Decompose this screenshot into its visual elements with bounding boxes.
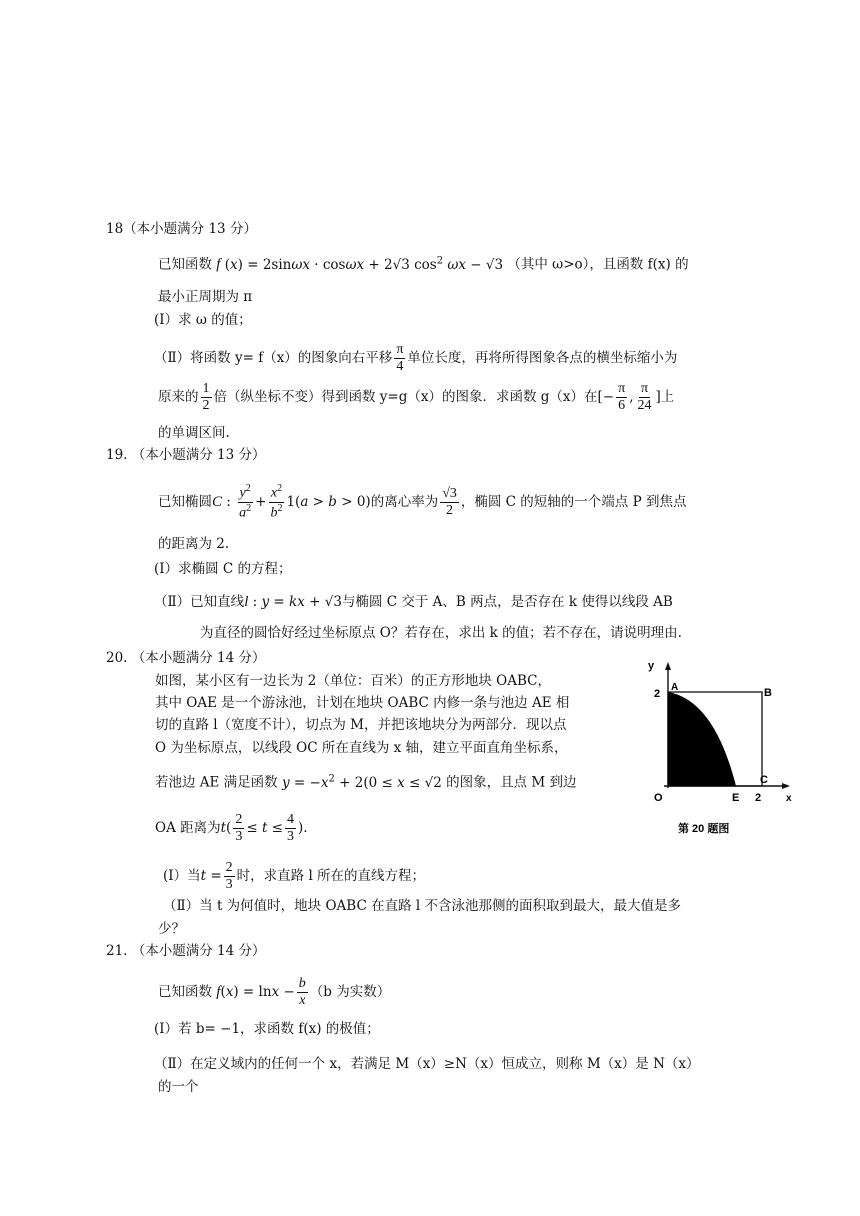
q20-part1 — [163, 860, 425, 893]
label-x: x — [786, 793, 792, 804]
q18-scale-fraction — [201, 381, 212, 414]
q18-shift-fraction — [394, 342, 405, 375]
q19-part1: (I）求椭圆 C 的方程； — [154, 561, 292, 577]
label-y: y — [648, 660, 655, 672]
q19-ellipse-equation: C : $\frac{y^2}{a^2}$ + $\frac{x^2}{b^2}$ 1(a > b > 0) — [212, 483, 371, 521]
q20-line6 — [155, 812, 308, 845]
q20-t-value: t = $\frac{2}{3}$ — [200, 860, 233, 893]
q20-part1-text-a: (I）当 — [163, 868, 201, 885]
frac-den: 2 — [202, 398, 210, 414]
q19-part2 — [154, 594, 673, 611]
q21-header: 21. （本小题满分 14 分） — [106, 943, 266, 959]
y-axis-arrow — [665, 662, 671, 670]
q19-header: 19. （本小题满分 13 分） — [106, 447, 266, 463]
q19-line1-text-a: 已知椭圆 — [158, 493, 212, 510]
q19-line1 — [158, 483, 686, 522]
q19-line-equation: l : y = kx + √3 — [244, 594, 342, 610]
q21-line1 — [158, 976, 390, 1009]
q19-eccentricity: $\frac{√3}{2}$ — [442, 485, 457, 518]
q20-part2-line2: 少？ — [158, 921, 185, 937]
x-axis-arrow — [782, 783, 790, 789]
label-b: B — [764, 687, 772, 699]
q18-part2-line3: 的单调区间. — [158, 425, 230, 441]
q20-line2: 其中 OAE 是一个游泳池，计划在地块 OABC 内修一条与池边 AE 相 — [155, 695, 570, 711]
label-e: E — [732, 792, 740, 804]
q18-header: 18（本小题满分 13 分） — [106, 221, 257, 237]
q20-line5-text-a: 若池边 AE 满足函数 — [155, 774, 278, 791]
q21-part1: (I）若 b= −1，求函数 f(x) 的极值； — [154, 1021, 380, 1037]
q18-part2-text-a: （Ⅱ）将函数 y= f（x）的图象向右平移 — [154, 350, 393, 367]
frac-den: 4 — [396, 359, 404, 375]
q21-part2-line2: 的一个 — [158, 1079, 199, 1095]
q20-line1: 如图，某小区有一边长为 2（单位：百米）的正方形地块 OABC， — [155, 673, 551, 689]
q19-line1-text-b: 的离心率为 — [370, 493, 439, 510]
q20-line5 — [155, 773, 577, 790]
q19-line2: 的距离为 2. — [158, 536, 230, 552]
q20-part2: （Ⅱ）当 t 为何值时，地块 OABC 在直路 l 不含泳池那侧的面积取到最大，最大值是多 — [163, 898, 681, 914]
label-o: O — [654, 792, 663, 804]
q20-line3: 切的直路 l（宽度不计），切点为 M，并把该地块分为两部分．现以点 — [155, 717, 567, 733]
q18-line1-text-a: 已知函数 — [158, 256, 217, 273]
q20-part1-text-b: 时，求直路 l 所在的直线方程； — [236, 868, 426, 885]
q21-function-formula: f(x) = lnx − $\frac{b}{x}$ — [216, 976, 306, 1009]
q20-line6-text-b: . — [303, 820, 308, 837]
q18-part2-text-c: 原来的 — [158, 389, 199, 406]
q20-curve-equation: $y = -x^2 + 2(0 \le x \le √2$ — [281, 773, 447, 791]
label-c: C — [760, 774, 768, 786]
q19-part2-text-a: （Ⅱ）已知直线 — [154, 594, 245, 610]
q18-part2-text-b: 单位长度，再将所得图象各点的横坐标缩小为 — [407, 350, 678, 367]
label-two-y: 2 — [654, 688, 661, 700]
q21-part2: （Ⅱ）在定义域内的任何一个 x，若满足 M（x）≥N（x）恒成立，则称 M（x）是 N（x） — [154, 1056, 700, 1072]
q18-part2-text-d: 倍（纵坐标不变）得到函数 y=g（x）的图象．求函数 g（x）在 — [213, 389, 598, 406]
q18-function-formula: f — [216, 256, 221, 273]
label-two-x: 2 — [755, 792, 762, 804]
q19-line1-text-c: ，椭圆 C 的短轴的一个端点 P 到焦点 — [460, 493, 687, 510]
swimming-pool-region — [668, 692, 736, 786]
q20-t-range: t( $\frac{2}{3}$ ≤ t ≤ $\frac{4}{3}$ ) — [220, 812, 304, 845]
q20-figure — [636, 660, 796, 840]
q18-line1 — [158, 255, 689, 273]
q18-part1: (I）求 ω 的值； — [154, 312, 252, 328]
q20-line6-text-a: OA 距离为 — [155, 820, 221, 837]
label-a: A — [671, 682, 679, 693]
q18-part2 — [154, 342, 677, 375]
q18-line2: 最小正周期为 π — [158, 289, 253, 305]
q18-line1-text-b: （其中 ω>o），且函数 f(x) 的 — [507, 256, 689, 273]
q18-formula-rest: (x) = 2sinωx · cosωx + 2√3 $\cos^2 \omega x - √3$ — [220, 255, 508, 273]
q18-part2-line2 — [158, 381, 674, 414]
q21-line1-text-b: （b 为实数） — [309, 984, 391, 1001]
q20-header: 20. （本小题满分 14 分） — [106, 650, 266, 666]
frac-num: π — [394, 342, 405, 359]
q20-line4: O 为坐标原点，以线段 OC 所在直线为 x 轴，建立平面直角坐标系， — [155, 740, 568, 756]
q19-part2-text-b: 与椭圆 C 交于 A、B 两点，是否存在 k 使得以线段 AB — [341, 594, 673, 610]
frac-num: 1 — [201, 381, 212, 398]
q20-line5-text-b: 的图象，且点 M 到边 — [446, 774, 577, 791]
q19-part2-line2: 为直径的圆恰好经过坐标原点 O？若存在，求出 k 的值；若不存在，请说明理由. — [200, 625, 682, 641]
q18-interval: [− $\frac{\pi}{6}$ , $\frac{\pi}{24}$ ] — [597, 381, 661, 414]
figure-caption: 第 20 题图 — [678, 823, 730, 835]
q18-part2-text-e: 上 — [660, 389, 675, 406]
q21-line1-text-a: 已知函数 — [158, 984, 212, 1001]
